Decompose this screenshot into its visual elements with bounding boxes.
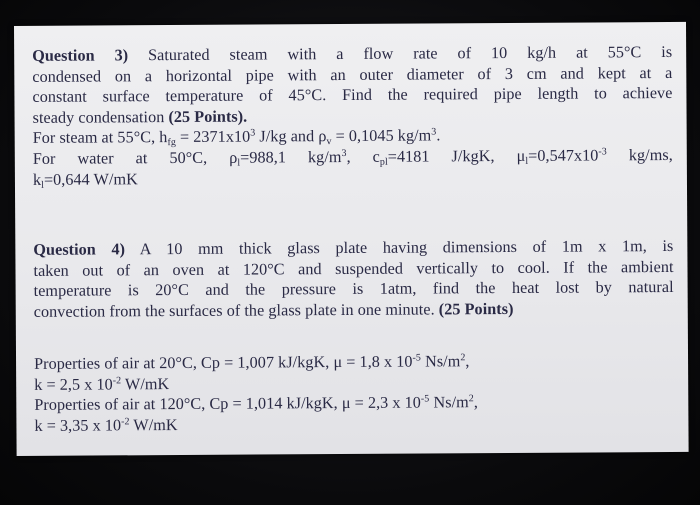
q4-line-3: temperature is 20°C and the pressure is 1atm, find the heat lost by natural bbox=[33, 278, 674, 301]
question-3 bbox=[32, 42, 673, 190]
q3-line-2: condensed on a horizontal pipe with an outer diameter of 3 cm and kept at a bbox=[32, 63, 673, 86]
q4-line-2: taken out of an oven at 120°C and suspended vertically to cool. If the ambient bbox=[33, 257, 674, 280]
question-4 bbox=[33, 236, 673, 322]
q3-line-1: Question 3) Saturated steam with a flow rate of 10 kg/h at 55°C is bbox=[32, 42, 673, 65]
q4-line-1: Question 4) A 10 mm thick glass plate having dimensions of 1m x 1m, is bbox=[33, 236, 674, 259]
q4-points: (25 Points) bbox=[438, 299, 514, 319]
q3-label: Question 3) bbox=[32, 46, 129, 65]
air-20c-line-2: k = 2,5 x $10^{-2}$ W/mK bbox=[34, 374, 170, 394]
q3-water-properties: For water at 50°C, $\rho_l=988,1$ $kg/m^3$, $c_{pl}=4181$ J/kgK, $\mu_l=0,547x10^{-3}$ kg/ms, bbox=[32, 145, 673, 169]
q3-points: (25 Points). bbox=[168, 107, 248, 126]
q4-label: Question 4) bbox=[33, 240, 126, 259]
exam-sheet bbox=[14, 22, 689, 456]
air-properties bbox=[34, 350, 674, 436]
q3-water-conductivity: $k_l=0,644$ W/mK bbox=[32, 169, 138, 191]
air-120c-line-2: k = 3,35 x $10^{-2}$ W/mK bbox=[34, 415, 178, 435]
q3-line-3: constant surface temperature of 45°C. Find the required pipe length to achieve bbox=[32, 84, 673, 107]
q3-steam-properties: For steam at 55°C, $h_{fg} = 2371x10^3$ J/kg and $\rho_v = 0,1045$ $kg/m^3$. bbox=[32, 126, 441, 149]
q4-line-4: convection from the surfaces of the glass plate in one minute. (25 Points) bbox=[33, 299, 514, 321]
air-20c-line-1: Properties of air at 20°C, Cp = 1,007 kJ/kgK, μ = 1,8 x $10^{-5}$ $Ns/m^2$, bbox=[34, 352, 470, 373]
air-120c-line-1: Properties of air at 120°C, Cp = 1,014 kJ/kgK, μ = 2,3 x $10^{-5}$ $Ns/m^2$, bbox=[34, 393, 478, 415]
q3-line-4: steady condensation (25 Points). bbox=[32, 107, 248, 127]
